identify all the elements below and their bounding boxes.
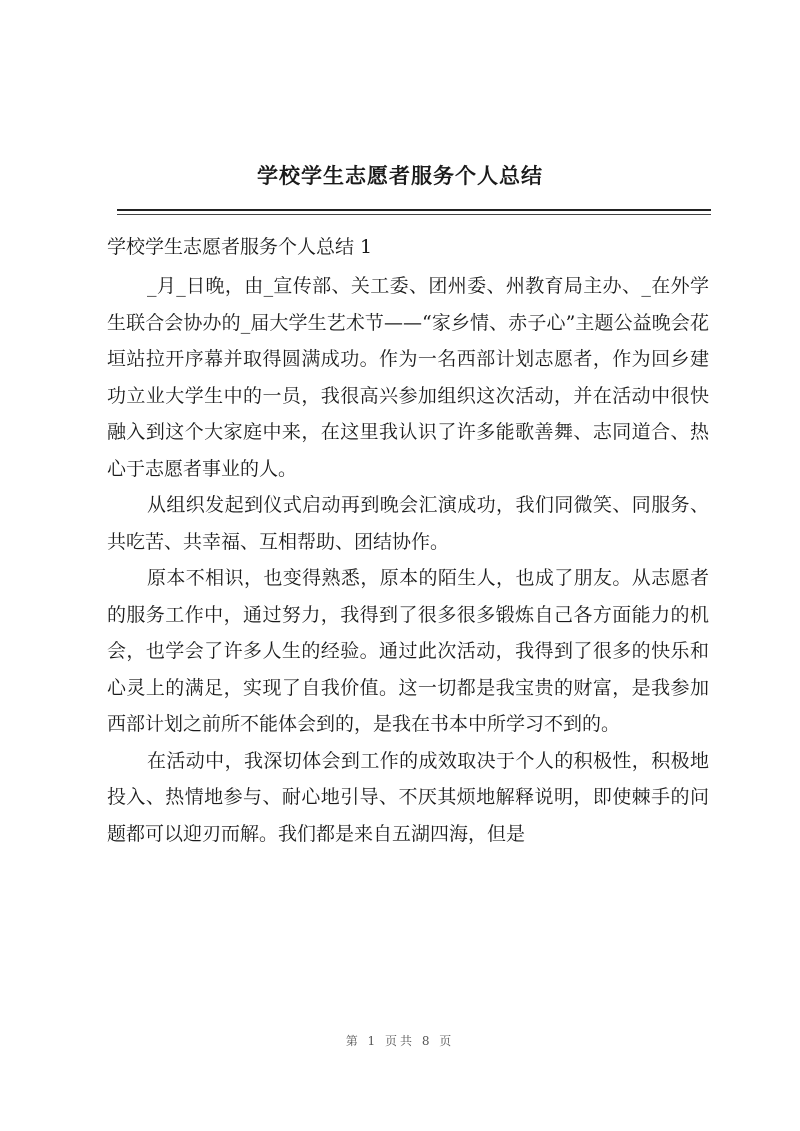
document-body: [107, 268, 709, 852]
title-divider-thin: [117, 214, 711, 215]
page-title: 学校学生志愿者服务个人总结: [257, 163, 543, 188]
title-divider-thick: [117, 209, 711, 211]
paragraph-3: 原本不相识，也变得熟悉，原本的陌生人，也成了朋友。从志愿者的服务工作中，通过努力，我得到了很多很多锻炼自己各方面能力的机会，也学会了许多人生的经验。通过此次活动，我得到了很多的快乐和心灵上的满足，实现了自我价值。这一切都是我宝贵的财富，是我参加西部计划之前所不能体会到的，是我在书本中所学习不到的。: [107, 567, 709, 735]
page-footer: 第 1 页共 8 页: [345, 1034, 455, 1048]
paragraph-4: 在活动中，我深切体会到工作的成效取决于个人的积极性，积极地投入、热情地参与、耐心地引导、不厌其烦地解释说明，即使棘手的问题都可以迎刃而解。我们都是来自五湖四海，但是: [107, 749, 709, 845]
paragraph-1: _月_日晚，由_宣传部、关工委、团州委、州教育局主办、_在外学生联合会协办的_届大学生艺术节——“家乡情、赤子心”主题公益晚会花垣站拉开序幕并取得圆满成功。作为一名西部计划志愿者，作为回乡建功立业大学生中的一员，我很高兴参加组织这次活动，并在活动中很快融入到这个大家庭中来，在这里我认识了许多能歌善舞、志同道合、热心于志愿者事业的人。: [107, 275, 709, 480]
section-heading: 学校学生志愿者服务个人总结 1: [107, 236, 373, 258]
paragraph-2: 从组织发起到仪式启动再到晚会汇演成功，我们同微笑、同服务、共吃苦、共幸福、互相帮助、团结协作。: [107, 494, 709, 553]
